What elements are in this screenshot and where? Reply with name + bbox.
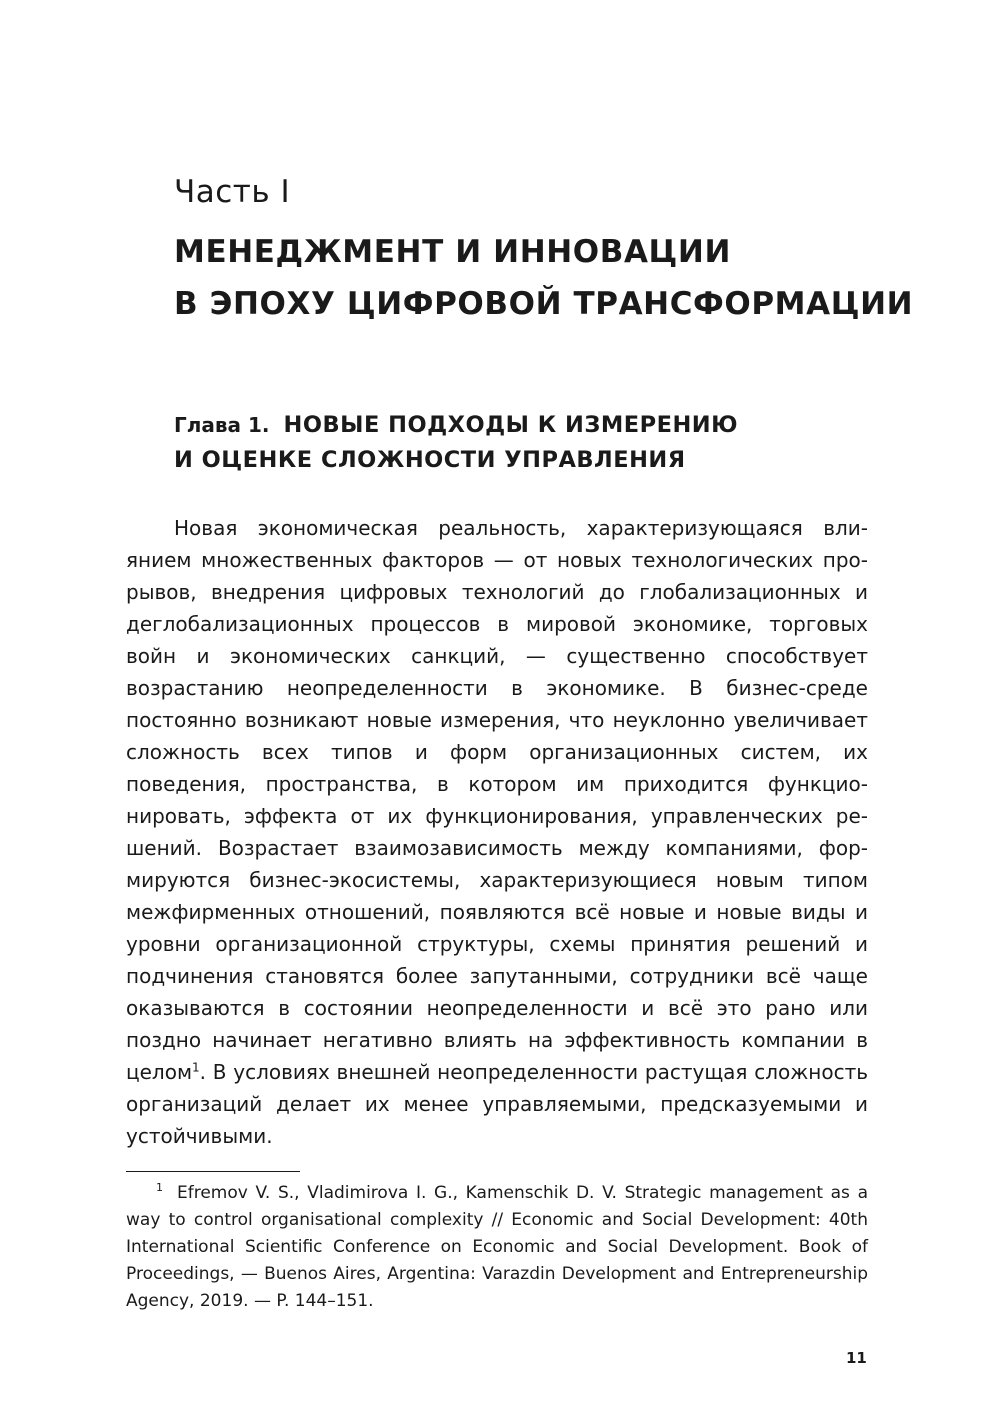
- chapter-heading-line-1: [174, 408, 874, 443]
- part-title: [174, 226, 914, 330]
- part-title-line-1: МЕНЕДЖМЕНТ И ИННОВАЦИИ: [174, 234, 732, 270]
- footnote-divider: [126, 1171, 300, 1172]
- chapter-title-line-2: И ОЦЕНКЕ СЛОЖНОСТИ УПРАВЛЕНИЯ: [174, 447, 686, 473]
- chapter-heading: [174, 408, 874, 478]
- body-paragraph: [126, 512, 868, 1152]
- body-text-part-2: . В условиях внешней неопределенности растущая сложность организаций делает их менее управляемыми, предсказуемыми и устойчивыми.: [126, 1060, 868, 1148]
- footnote-text: Efremov V. S., Vladimirova I. G., Kamenschik D. V. Strategic management as a way to control organisational complexity // Economic and Social Development: 40th International Scientific Conference on Economic and Social Development. Book of Proceedings, — Buenos Aires, Argentina: Varazdin Development and Entrepreneurship Agency, 2019. — P. 144–151.: [126, 1183, 868, 1311]
- part-title-line-2: В ЭПОХУ ЦИФРОВОЙ ТРАНСФОРМАЦИИ: [174, 286, 914, 322]
- footnote-number: 1: [156, 1181, 163, 1195]
- footnote-reference: 1: [192, 1060, 200, 1075]
- page-number: 11: [846, 1349, 867, 1367]
- chapter-title-line-1: НОВЫЕ ПОДХОДЫ К ИЗМЕРЕНИЮ: [283, 412, 739, 438]
- part-label: Часть I: [174, 174, 291, 210]
- body-text-part-1: Новая экономическая реальность, характеризующаяся влиянием множественных факторов — от новых технологических прорывов, внедрения цифровых технологий до глобализационных и деглобализационных процессов в мировой экономике, торговых войн и экономических санкций, — существенно способствует возрастанию неопределенности в экономике. В бизнес-среде постоянно возникают новые измерения, что неуклонно увеличивает сложность всех типов и форм организационных систем, их поведения, пространства, в котором им приходится функционировать, эффекта от их функционирования, управленческих решений. Возрастает взаимозависимость между компаниями, формируются бизнес-экосистемы, характеризующиеся новым типом межфирменных отношений, появляются всё новые и новые виды и уровни организационной структуры, схемы принятия решений и подчинения становятся более запутанными, сотрудники всё чаще оказываются в состоянии неопределенности и всё это рано или поздно начинает негативно влиять на эффективность компании в целом: [126, 516, 868, 1084]
- footnote: [126, 1180, 868, 1315]
- chapter-label: Глава 1.: [174, 413, 270, 437]
